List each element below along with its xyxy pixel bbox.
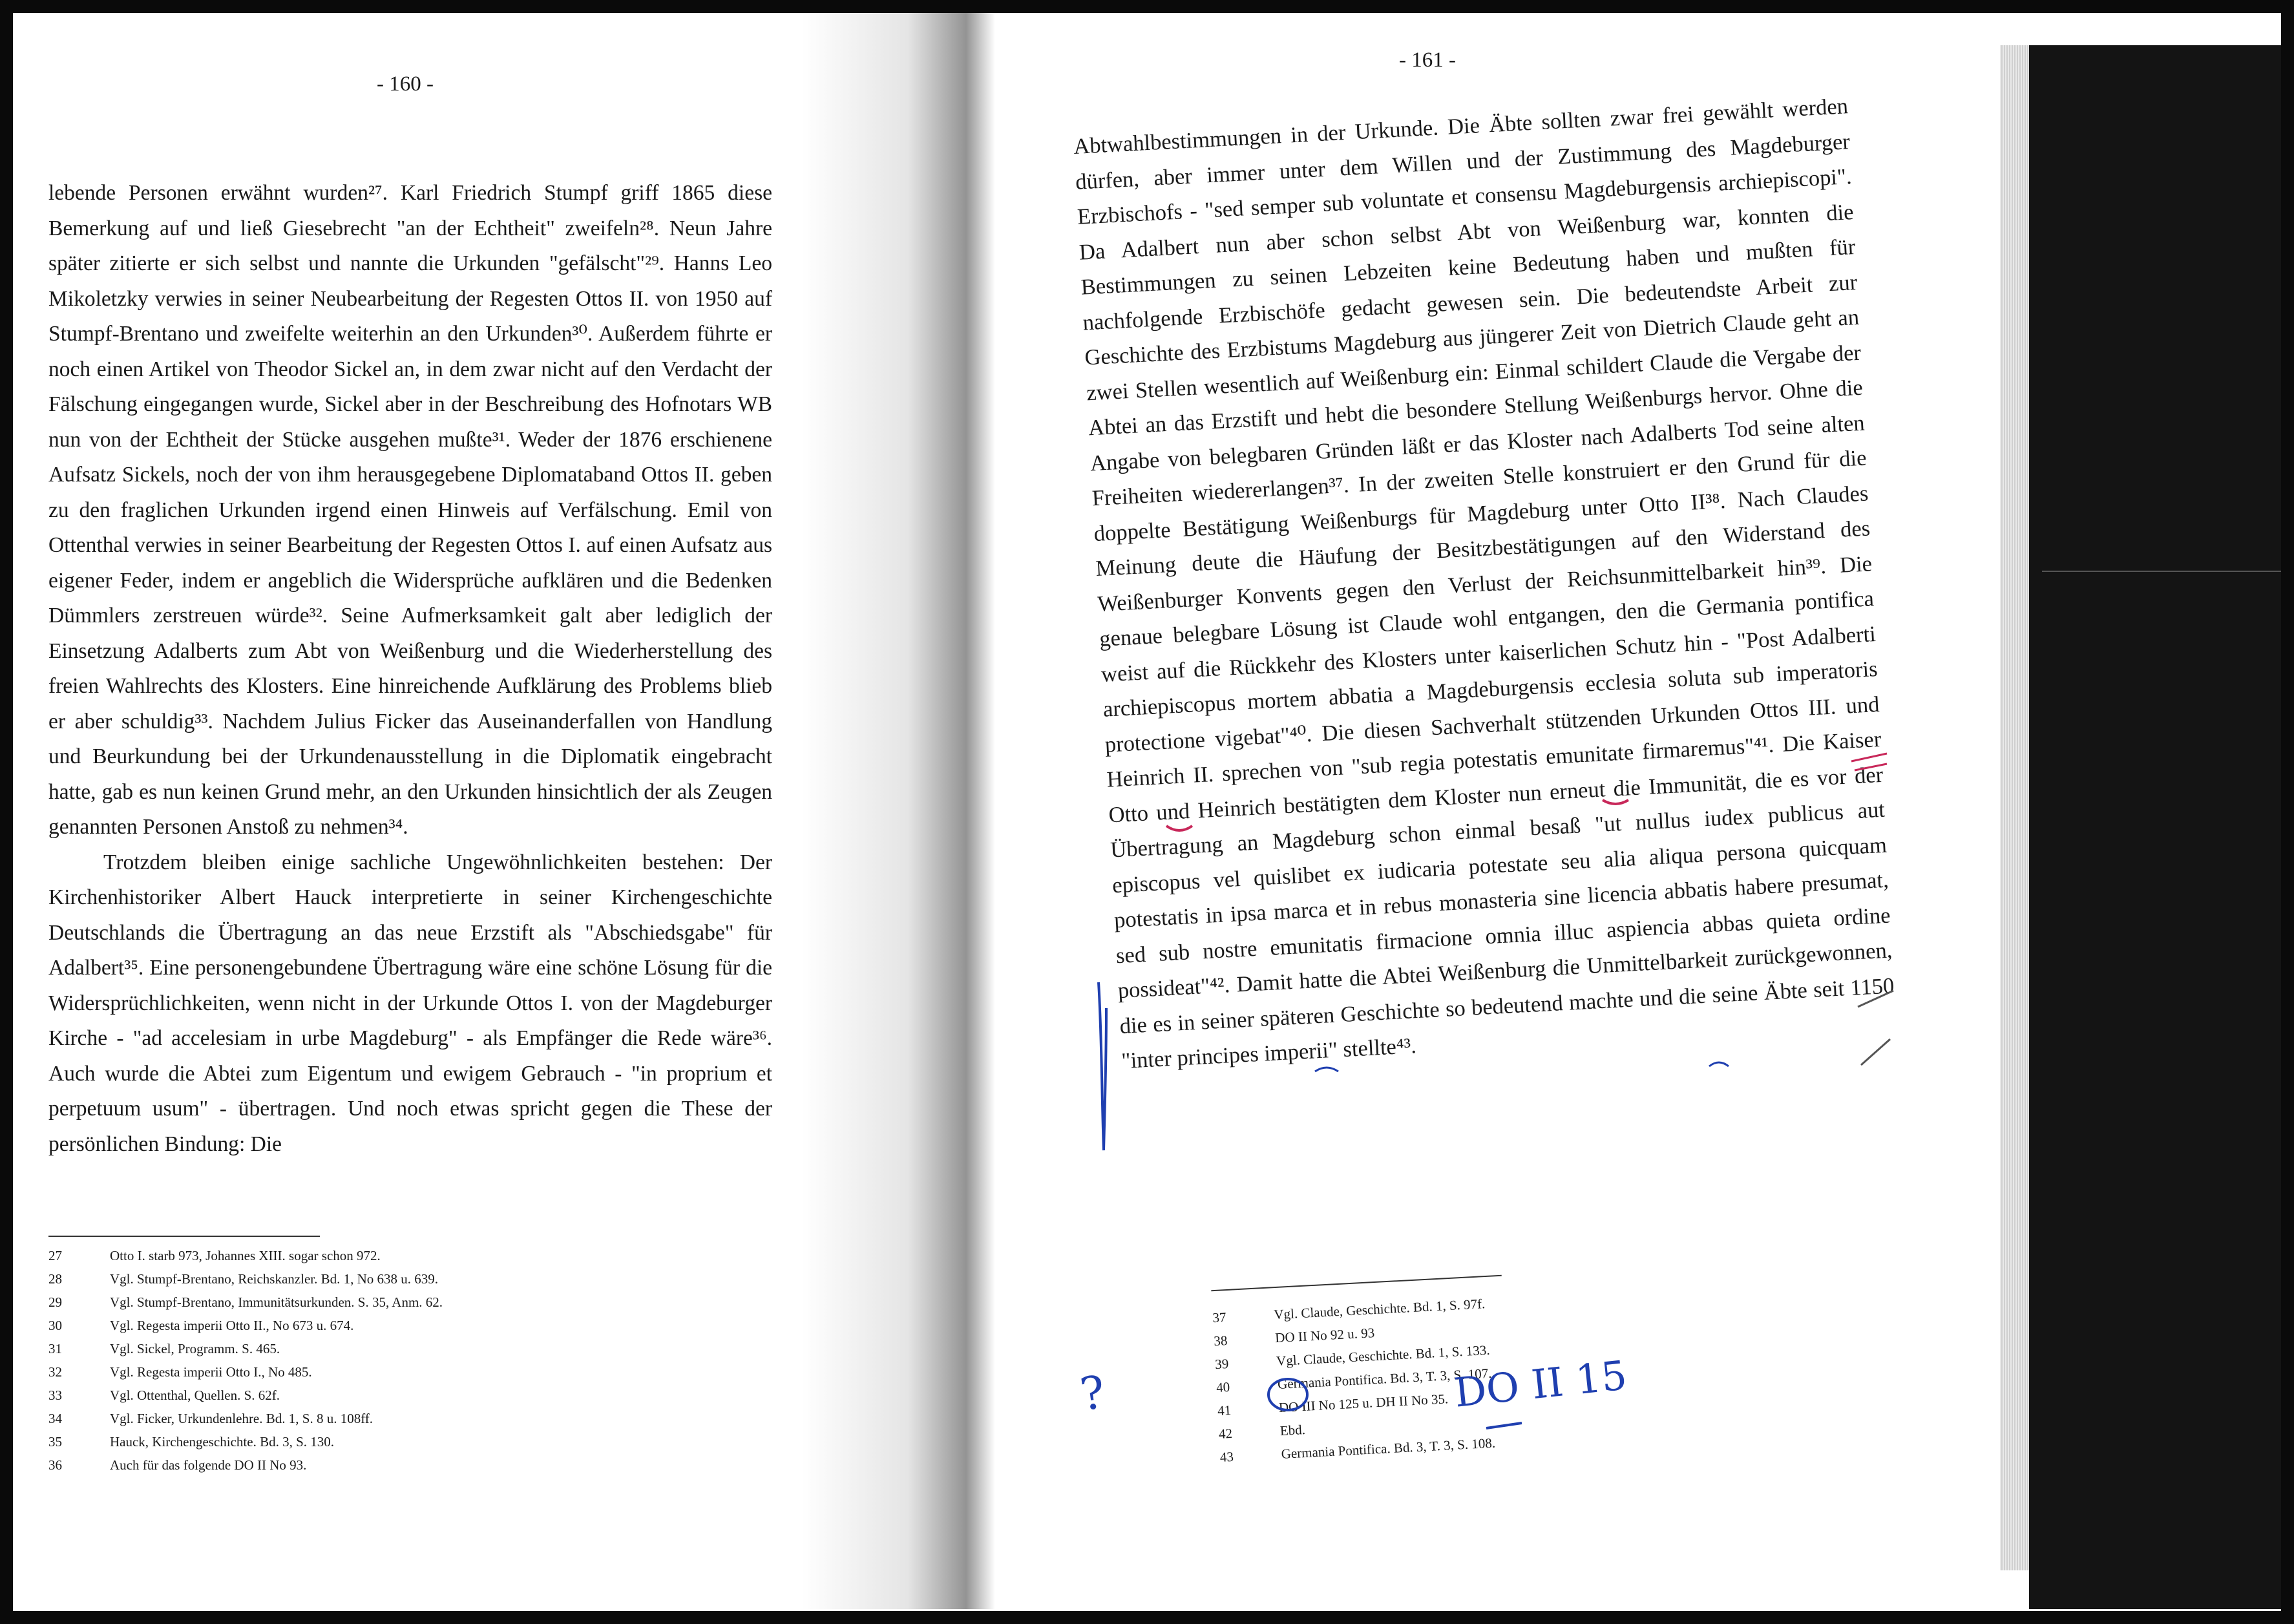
footnote-43: 43 Germania Pontifica. Bd. 3, T. 3, S. 108.	[1219, 1435, 1496, 1465]
blue-underline-ref	[1486, 1423, 1522, 1428]
footnote-39: 39 Vgl. Claude, Geschichte. Bd. 1, S. 133.	[1214, 1342, 1491, 1373]
footnote-31: 31 Vgl. Sickel, Programm. S. 465.	[48, 1341, 280, 1356]
footnote-27: 27 Otto I. starb 973, Johannes XIII. sogar schon 972.	[48, 1248, 381, 1263]
footnote-33: 33 Vgl. Ottenthal, Quellen. S. 62f.	[48, 1387, 280, 1403]
blue-circle-125	[1268, 1379, 1307, 1410]
red-margin-mark	[1851, 754, 1887, 770]
pencil-margin-marks	[1858, 991, 1893, 1065]
footnote-34: 34 Vgl. Ficker, Urkundenlehre. Bd. 1, S. 8 u. 108ff.	[48, 1411, 374, 1426]
handwritten-reference: DO II 15	[1451, 1351, 1629, 1417]
footnote-28: 28 Vgl. Stumpf-Brentano, Reichskanzler. Bd. 1, No 638 u. 639.	[48, 1271, 439, 1287]
right-page-number: - 161 -	[1399, 48, 1456, 72]
left-paragraph-2: Trotzdem bleiben einige sachliche Ungewöhnlichkeiten bestehen: Der Kirchenhistoriker Albert Hauck interpretierte in seiner Kirchengeschichte Deutschlands die Übertragung an das neue Erzstift als "Abschiedsgabe" für Adalbert³⁵. Eine personengebundene Übertragung wäre eine schöne Lösung für die Widersprüchlichkeiten, wenn nicht in der Urkunde Ottos I. von der Magdeburger Kirche - "ad accelesiam in urbe Magdeburg" - als Empfänger die Rede wäre³⁶. Auch wurde die Abtei zum Eigentum und ewigem Gebrauch - "in proprium et perpetuum usum" - übertragen. Und noch etwas spricht gegen die These der persönlichen Bindung: Die	[48, 850, 772, 1156]
footnote-37: 37 Vgl. Claude, Geschichte. Bd. 1, S. 97f.	[1212, 1296, 1486, 1326]
footnote-40: 40 Germania Pontifica. Bd. 3, T. 3, S. 107.	[1215, 1365, 1492, 1396]
right-paragraph-1: Abtwahlbestimmungen in der Urkunde. Die Äbte sollten zwar frei gewählt werden dürfen, aber immer unter dem Willen und der Zustimmung des Magdeburger Erzbischofs - "sed semper sub voluntate et consensu Magdeburgensis archiepiscopi". Da Adalbert nun aber schon selbst Abt von Weißenburg war, konnten die Bestimmungen zu seinen Lebzeiten keine Bedeutung haben und mußten für nachfolgende Erzbischöfe gedacht gewesen sein. Die bedeutendste Arbeit zur Geschichte des Erzbistums Magdeburg aus jüngerer Zeit von Dietrich Claude geht an zwei Stellen wesentlich auf Weißenburg ein: Einmal schildert Claude die Vergabe der Abtei an das Erzstift und hebt die besondere Stellung Weißenburgs hervor. Ohne die Angabe von belegbaren Gründen läßt er das Kloster nach Adalberts Tod seine alten Freiheiten wiedererlangen³⁷. In der zweiten Stelle konstruiert er den Grund für die doppelte Bestätigung Weißenburgs für Magdeburg unter Otto II³⁸. Nach Claudes Meinung deute die Häufung der Besitzbestätigungen auf den Widerstand des Weißenburger Konvents gegen den Verlust der Reichsunmittelbarkeit hin³⁹. Die genaue belegbare Lösung ist Claude wohl entgangen, den die Germania pontifica weist auf die Rückkehr des Klosters unter kaiserlichen Schutz hin - "Post Adalberti archiepiscopus mortem abbatia a Magdeburgensis ecclesia soluta sub imperatoris protectione vigebat"⁴⁰. Die diesen Sachverhalt stützenden Urkunden Ottos III. und Heinrich II. sprechen von "sub regia potestatis emunitate firmaremus"⁴¹. Die Kaiser Otto und Heinrich bestätigten dem Kloster nun erneut die Immunität, die es vor der Übertragung an Magdeburg schon einmal besaß "ut nullus iudex publicus aut episcopus vel quislibet ex iudicaria potestate seu alia aliqua persona quicquam potestatis in ipsa marca et in rebus monasteria sine licencia abbatis habere presumat, sed sub nostre emunitatis firmacione omnia illuc aspiencia abbas quieta ordine possideat"⁴². Damit hatte die Abtei Weißenburg die Unmittelbarkeit zurückgewonnen, die es in seiner späteren Geschichte so bedeutend machte und die seine Äbte seit 1150 "inter principes imperii" stellte⁴³.	[1073, 94, 1895, 1073]
footnote-36: 36 Auch für das folgende DO II No 93.	[48, 1457, 307, 1473]
left-page-number: - 160 -	[377, 72, 434, 96]
footnote-38: 38 DO II No 92 u. 93	[1213, 1325, 1375, 1349]
footnote-35: 35 Hauck, Kirchengeschichte. Bd. 3, S. 130.	[48, 1434, 335, 1450]
handwritten-question-mark: ?	[1077, 1365, 1109, 1422]
footnote-42: 42 Ebd.	[1218, 1421, 1306, 1442]
footnote-32: 32 Vgl. Regesta imperii Otto I., No 485.	[48, 1364, 312, 1380]
footnote-41: 41 DO III No 125 u. DH II No 35.	[1217, 1391, 1449, 1418]
red-underline-magdeburgensis	[1603, 800, 1628, 804]
red-underline-archiepiscopus	[1166, 826, 1192, 830]
blue-margin-line	[1099, 982, 1106, 1150]
footnote-29: 29 Vgl. Stumpf-Brentano, Immunitätsurkunden. S. 35, Anm. 62.	[48, 1294, 443, 1310]
footnote-30: 30 Vgl. Regesta imperii Otto II., No 673 u. 674.	[48, 1318, 354, 1333]
blue-accent-marks	[1315, 1062, 1729, 1071]
left-paragraph-1: lebende Personen erwähnt wurden²⁷. Karl Friedrich Stumpf griff 1865 diese Bemerkung auf und ließ Giesebrecht "an der Echtheit" zweifeln²⁸. Neun Jahre später zitierte er sich selbst und nannte die Urkunden "gefälscht"²⁹. Hanns Leo Mikoletzky verwies in seiner Neubearbeitung der Regesten Ottos II. von 1950 auf Stumpf-Brentano und zweifelte weiterhin an den Urkunden³⁰. Außerdem führte er noch einen Artikel von Theodor Sickel an, in dem zwar nicht auf den Verdacht der Fälschung eingegangen wurde, Sickel aber in der Beschreibung des Hofnotars WB nun von der Echtheit der Stücke ausgehen mußte³¹. Weder der 1876 erschienene Aufsatz Sickels, noch der von ihm herausgegebene Diplomataband Ottos II. geben zu den fraglichen Urkunden irgend einen Hinweis auf Verfälschung. Emil von Ottenthal verwies in seiner Bearbeitung der Regesten Ottos I. auf einen Aufsatz aus eigener Feder, indem er angeblich die Widersprüche aufklären und die Bedenken Dümmlers zerstreuen würde³². Seine Aufmerksamkeit galt aber lediglich der Einsetzung Adalberts zum Abt von Weißenburg und die Wiederherstellung des freien Wahlrechts des Klosters. Eine hinreichende Aufklärung des Problems blieb er aber schuldig³³. Nachdem Julius Ficker das Auseinanderfallen von Handlung und Beurkundung bei der Urkundenausstellung in die Diplomatik eingebracht hatte, gab es nun keinen Grund mehr, an den Urkunden hinsichtlich der als Zeugen genannten Personen Anstoß zu nehmen³⁴.	[48, 181, 772, 839]
